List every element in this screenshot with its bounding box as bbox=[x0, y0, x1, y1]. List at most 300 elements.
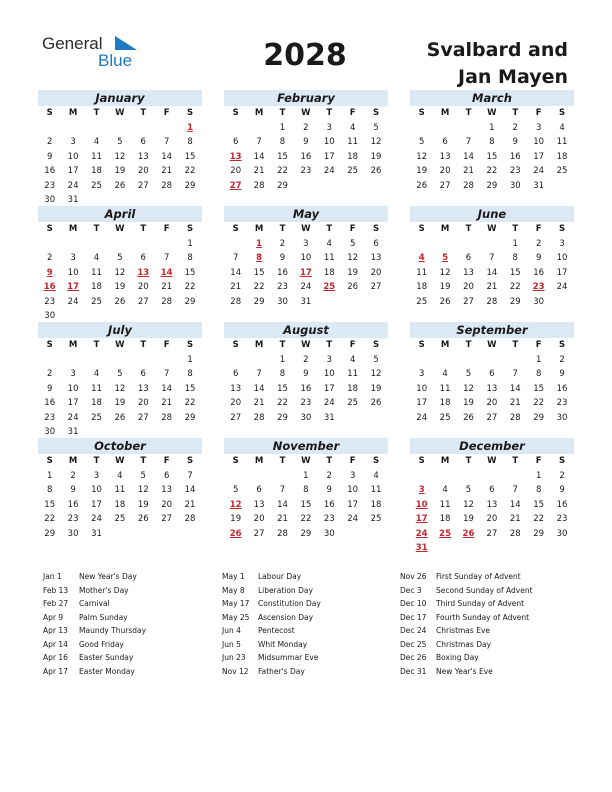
holiday-name: Fourth Sunday of Advent bbox=[436, 612, 530, 622]
month-january bbox=[38, 90, 202, 208]
day-cell: 20 bbox=[253, 514, 265, 524]
day-cell: 19 bbox=[370, 151, 382, 162]
weekday-header: S bbox=[186, 456, 194, 466]
day-cell: 24 bbox=[67, 296, 79, 307]
empty-cell bbox=[61, 237, 84, 252]
holiday-name: Good Friday bbox=[79, 639, 124, 649]
day-cell: 20 bbox=[439, 166, 451, 176]
holiday-name: Carnival bbox=[79, 599, 110, 608]
holiday-date: May 8 bbox=[222, 585, 245, 595]
day-cell: 1 bbox=[46, 470, 53, 481]
weekday-header: S bbox=[232, 224, 239, 234]
day-cell: 15 bbox=[533, 499, 545, 510]
holiday-date: Dec 26 bbox=[400, 653, 427, 662]
day-cell: 1 bbox=[187, 354, 193, 365]
weekday-header: M bbox=[254, 224, 264, 234]
holiday-date: Jan 1 bbox=[43, 572, 62, 581]
day-cell: 25 bbox=[91, 296, 102, 307]
weekday-header: M bbox=[440, 340, 450, 350]
weekday-header: W bbox=[487, 340, 497, 350]
holiday-column bbox=[43, 570, 233, 678]
day-cell: 21 bbox=[253, 166, 265, 176]
day-cell: 9 bbox=[535, 253, 542, 263]
weekday-header: T bbox=[140, 456, 147, 466]
holiday-day-cell: 17 bbox=[67, 282, 79, 292]
day-cell: 15 bbox=[44, 499, 56, 510]
day-cell: 28 bbox=[509, 528, 521, 539]
weekday-header: T bbox=[465, 340, 472, 350]
empty-cell bbox=[433, 353, 456, 368]
day-cell: 26 bbox=[463, 412, 474, 423]
weekday-header: M bbox=[254, 108, 264, 118]
day-cell: 1 bbox=[512, 238, 518, 249]
day-cell: 26 bbox=[137, 514, 149, 524]
weekday-header: S bbox=[46, 224, 53, 234]
month-title: May bbox=[224, 206, 388, 222]
month-days-grid bbox=[38, 222, 202, 324]
day-cell: 30 bbox=[44, 195, 56, 205]
holiday-entry bbox=[222, 638, 412, 652]
weekday-header: S bbox=[558, 456, 566, 466]
month-days-grid bbox=[224, 106, 388, 193]
weekday-header: F bbox=[535, 340, 542, 350]
day-cell: 20 bbox=[230, 166, 242, 176]
day-cell: 20 bbox=[486, 514, 498, 524]
holiday-day-cell: 31 bbox=[415, 543, 428, 553]
holiday-day-cell: 10 bbox=[415, 499, 428, 510]
day-cell: 12 bbox=[137, 485, 149, 495]
empty-cell bbox=[85, 237, 108, 252]
day-cell: 15 bbox=[509, 267, 521, 278]
holiday-entry bbox=[43, 597, 233, 611]
day-cell: 18 bbox=[114, 499, 126, 510]
holiday-date: Dec 31 bbox=[400, 666, 427, 676]
day-cell: 3 bbox=[349, 470, 356, 481]
day-cell: 9 bbox=[46, 151, 53, 162]
day-cell: 23 bbox=[277, 282, 288, 292]
empty-cell bbox=[457, 121, 480, 136]
day-cell: 16 bbox=[556, 383, 568, 394]
holiday-date: Dec 17 bbox=[400, 612, 427, 622]
holiday-name: Constitution Day bbox=[258, 599, 321, 608]
day-cell: 29 bbox=[277, 412, 288, 423]
month-july bbox=[38, 322, 202, 440]
weekday-header: T bbox=[140, 224, 147, 234]
empty-cell bbox=[61, 121, 84, 136]
empty-cell bbox=[224, 237, 247, 252]
holiday-date: May 25 bbox=[222, 612, 250, 622]
weekday-header: T bbox=[512, 108, 519, 118]
day-cell: 6 bbox=[140, 137, 146, 147]
holiday-entry bbox=[43, 651, 233, 665]
day-cell: 4 bbox=[349, 354, 356, 365]
day-cell: 6 bbox=[232, 137, 239, 147]
day-cell: 1 bbox=[535, 470, 542, 481]
day-cell: 6 bbox=[373, 238, 379, 249]
empty-cell bbox=[61, 353, 84, 368]
holiday-column bbox=[400, 570, 590, 678]
day-cell: 17 bbox=[556, 267, 568, 278]
weekday-header: F bbox=[349, 456, 356, 466]
month-title: August bbox=[224, 322, 388, 338]
day-cell: 7 bbox=[187, 470, 193, 481]
holiday-date: Apr 9 bbox=[43, 612, 64, 622]
day-cell: 13 bbox=[161, 485, 173, 495]
day-cell: 12 bbox=[463, 383, 474, 394]
weekday-header: W bbox=[301, 224, 311, 234]
day-cell: 22 bbox=[486, 166, 498, 176]
holiday-name: Midsummar Eve bbox=[258, 653, 319, 662]
day-cell: 10 bbox=[67, 267, 79, 278]
holiday-entry bbox=[400, 665, 590, 679]
day-cell: 10 bbox=[533, 137, 545, 147]
day-cell: 12 bbox=[463, 499, 474, 510]
empty-cell bbox=[108, 237, 131, 252]
holiday-date: Dec 10 bbox=[400, 599, 427, 608]
holiday-name: New Year's Day bbox=[79, 572, 137, 581]
weekday-header: S bbox=[372, 108, 380, 118]
weekday-header: M bbox=[68, 224, 78, 234]
holiday-date: Apr 14 bbox=[43, 639, 68, 649]
day-cell: 12 bbox=[439, 267, 451, 278]
weekday-header: T bbox=[140, 340, 147, 350]
day-cell: 18 bbox=[91, 398, 102, 408]
day-cell: 21 bbox=[509, 514, 521, 524]
holiday-name: Palm Sunday bbox=[79, 612, 128, 622]
day-cell: 30 bbox=[556, 412, 568, 423]
empty-cell bbox=[410, 237, 433, 252]
empty-cell bbox=[85, 353, 108, 368]
day-cell: 29 bbox=[44, 528, 56, 539]
month-days-grid bbox=[410, 222, 574, 309]
day-cell: 15 bbox=[277, 383, 288, 394]
day-cell: 5 bbox=[140, 470, 146, 481]
day-cell: 27 bbox=[486, 412, 498, 423]
day-cell: 5 bbox=[117, 369, 123, 379]
day-cell: 11 bbox=[114, 485, 126, 495]
weekday-header: F bbox=[163, 224, 170, 234]
weekday-header: S bbox=[558, 108, 566, 118]
day-cell: 6 bbox=[489, 485, 495, 495]
weekday-header: S bbox=[372, 340, 380, 350]
day-cell: 1 bbox=[187, 238, 193, 249]
day-cell: 18 bbox=[91, 166, 102, 176]
day-cell: 11 bbox=[416, 267, 428, 278]
day-cell: 10 bbox=[67, 383, 79, 394]
day-cell: 13 bbox=[370, 253, 382, 263]
day-cell: 8 bbox=[46, 485, 53, 495]
empty-cell bbox=[224, 469, 247, 484]
month-days-grid bbox=[38, 106, 202, 208]
day-cell: 7 bbox=[232, 253, 239, 263]
day-cell: 12 bbox=[416, 151, 428, 162]
day-cell: 6 bbox=[140, 253, 146, 263]
holiday-date: Dec 25 bbox=[400, 639, 427, 649]
empty-cell bbox=[410, 353, 433, 368]
empty-cell bbox=[155, 237, 178, 252]
weekday-header: F bbox=[163, 340, 170, 350]
day-cell: 5 bbox=[232, 485, 239, 495]
weekday-header: T bbox=[93, 224, 100, 234]
day-cell: 7 bbox=[279, 485, 286, 495]
day-cell: 13 bbox=[137, 151, 149, 162]
day-cell: 3 bbox=[559, 238, 565, 249]
weekday-header: T bbox=[465, 108, 472, 118]
day-cell: 15 bbox=[184, 151, 196, 162]
month-days-grid bbox=[410, 106, 574, 193]
day-cell: 8 bbox=[187, 369, 193, 379]
day-cell: 3 bbox=[303, 238, 309, 249]
day-cell: 20 bbox=[486, 398, 498, 408]
holiday-name: Ascension Day bbox=[258, 612, 314, 622]
empty-cell bbox=[38, 121, 61, 136]
holiday-name: Mother's Day bbox=[79, 585, 129, 595]
day-cell: 22 bbox=[184, 166, 196, 176]
day-cell: 27 bbox=[370, 282, 382, 292]
weekday-header: S bbox=[372, 456, 380, 466]
day-cell: 31 bbox=[67, 195, 79, 205]
holiday-entry bbox=[400, 597, 590, 611]
day-cell: 26 bbox=[347, 282, 359, 292]
weekday-header: F bbox=[535, 456, 542, 466]
day-cell: 8 bbox=[279, 137, 286, 147]
holiday-day-cell: 27 bbox=[229, 180, 242, 191]
day-cell: 29 bbox=[486, 180, 498, 191]
weekday-header: S bbox=[186, 340, 194, 350]
day-cell: 5 bbox=[117, 137, 123, 147]
day-cell: 17 bbox=[533, 151, 545, 162]
day-cell: 29 bbox=[509, 296, 521, 307]
day-cell: 7 bbox=[163, 137, 170, 147]
empty-cell bbox=[108, 121, 131, 136]
day-cell: 20 bbox=[137, 398, 149, 408]
weekday-header: T bbox=[93, 108, 100, 118]
month-title: January bbox=[38, 90, 202, 106]
weekday-header: T bbox=[279, 108, 286, 118]
weekday-header: M bbox=[440, 456, 450, 466]
month-august bbox=[224, 322, 388, 425]
holiday-entry bbox=[43, 611, 233, 625]
day-cell: 3 bbox=[93, 470, 100, 481]
day-cell: 16 bbox=[300, 383, 312, 394]
day-cell: 21 bbox=[161, 398, 173, 408]
holiday-name: Whit Monday bbox=[258, 639, 308, 649]
day-cell: 1 bbox=[303, 470, 309, 481]
holiday-entry bbox=[222, 584, 412, 598]
holiday-entry bbox=[43, 638, 233, 652]
holiday-date: Nov 26 bbox=[400, 572, 427, 581]
day-cell: 22 bbox=[533, 514, 545, 524]
day-cell: 14 bbox=[161, 383, 173, 394]
holiday-name: Liberation Day bbox=[258, 585, 313, 595]
day-cell: 24 bbox=[416, 412, 428, 423]
day-cell: 8 bbox=[187, 253, 193, 263]
holiday-day-cell: 26 bbox=[229, 528, 242, 539]
holiday-day-cell: 13 bbox=[137, 267, 150, 278]
weekday-header: T bbox=[326, 224, 333, 234]
year-title: 2028 bbox=[263, 38, 347, 73]
logo-triangle-icon bbox=[115, 36, 139, 52]
day-cell: 21 bbox=[161, 282, 173, 292]
day-cell: 16 bbox=[509, 151, 521, 162]
day-cell: 12 bbox=[347, 253, 359, 263]
day-cell: 15 bbox=[184, 383, 196, 394]
month-march bbox=[410, 90, 574, 193]
empty-cell bbox=[155, 353, 178, 368]
holiday-name: Maundy Thursday bbox=[79, 626, 147, 635]
day-cell: 30 bbox=[67, 528, 79, 539]
weekday-header: W bbox=[115, 108, 125, 118]
holiday-date: Dec 3 bbox=[400, 585, 422, 595]
day-cell: 9 bbox=[46, 383, 53, 394]
month-days-grid bbox=[224, 338, 388, 425]
day-cell: 9 bbox=[326, 485, 332, 495]
day-cell: 12 bbox=[370, 137, 382, 147]
day-cell: 2 bbox=[559, 470, 565, 481]
weekday-header: M bbox=[68, 340, 78, 350]
holiday-name: Christmas Eve bbox=[436, 626, 490, 635]
month-october bbox=[38, 438, 202, 541]
day-cell: 9 bbox=[559, 485, 565, 495]
holiday-date: May 1 bbox=[222, 572, 245, 581]
day-cell: 19 bbox=[416, 166, 428, 176]
weekday-header: T bbox=[279, 340, 286, 350]
weekday-header: F bbox=[349, 224, 356, 234]
day-cell: 27 bbox=[439, 180, 451, 191]
day-cell: 29 bbox=[184, 296, 196, 307]
day-cell: 29 bbox=[300, 528, 312, 539]
day-cell: 11 bbox=[439, 383, 451, 394]
day-cell: 22 bbox=[277, 166, 288, 176]
day-cell: 7 bbox=[512, 485, 518, 495]
day-cell: 24 bbox=[347, 514, 359, 524]
day-cell: 19 bbox=[370, 383, 382, 394]
empty-cell bbox=[108, 353, 131, 368]
holiday-date: Dec 24 bbox=[400, 626, 427, 635]
empty-cell bbox=[433, 469, 456, 484]
weekday-header: S bbox=[418, 456, 425, 466]
day-cell: 20 bbox=[161, 499, 173, 510]
holiday-name: Boxing Day bbox=[436, 653, 479, 662]
weekday-header: W bbox=[487, 456, 497, 466]
day-cell: 6 bbox=[256, 485, 262, 495]
day-cell: 29 bbox=[184, 180, 196, 191]
day-cell: 12 bbox=[114, 267, 126, 278]
day-cell: 7 bbox=[163, 369, 170, 379]
day-cell: 28 bbox=[463, 180, 474, 191]
holiday-day-cell: 17 bbox=[299, 267, 312, 278]
day-cell: 8 bbox=[535, 485, 542, 495]
empty-cell bbox=[504, 469, 527, 484]
day-cell: 21 bbox=[230, 282, 242, 292]
day-cell: 22 bbox=[533, 398, 545, 408]
weekday-header: S bbox=[46, 456, 53, 466]
day-cell: 24 bbox=[67, 412, 79, 423]
holiday-day-cell: 8 bbox=[256, 253, 263, 263]
day-cell: 25 bbox=[114, 514, 126, 524]
empty-cell bbox=[480, 469, 503, 484]
day-cell: 31 bbox=[91, 528, 102, 539]
day-cell: 21 bbox=[253, 398, 265, 408]
weekday-header: W bbox=[115, 340, 125, 350]
day-cell: 7 bbox=[465, 137, 472, 147]
empty-cell bbox=[132, 121, 155, 136]
day-cell: 27 bbox=[137, 180, 149, 191]
day-cell: 18 bbox=[416, 282, 428, 292]
day-cell: 18 bbox=[439, 514, 451, 524]
weekday-header: S bbox=[418, 340, 425, 350]
empty-cell bbox=[38, 353, 61, 368]
weekday-header: F bbox=[349, 108, 356, 118]
month-title: November bbox=[224, 438, 388, 454]
empty-cell bbox=[410, 121, 433, 136]
empty-cell bbox=[480, 353, 503, 368]
day-cell: 4 bbox=[93, 253, 100, 263]
day-cell: 30 bbox=[300, 412, 312, 423]
empty-cell bbox=[132, 353, 155, 368]
day-cell: 31 bbox=[323, 412, 335, 423]
weekday-header: S bbox=[186, 224, 194, 234]
day-cell: 6 bbox=[465, 253, 472, 263]
month-december bbox=[410, 438, 574, 556]
month-days-grid bbox=[38, 454, 202, 541]
day-cell: 27 bbox=[161, 514, 173, 524]
day-cell: 25 bbox=[347, 398, 359, 408]
day-cell: 2 bbox=[46, 253, 53, 263]
day-cell: 15 bbox=[300, 499, 312, 510]
weekday-header: S bbox=[232, 108, 239, 118]
weekday-header: T bbox=[326, 340, 333, 350]
holiday-day-cell: 25 bbox=[439, 528, 451, 539]
day-cell: 18 bbox=[347, 383, 359, 394]
day-cell: 6 bbox=[489, 369, 495, 379]
day-cell: 10 bbox=[300, 253, 312, 263]
day-cell: 15 bbox=[486, 151, 498, 162]
day-cell: 2 bbox=[303, 354, 309, 365]
day-cell: 26 bbox=[416, 180, 428, 191]
holiday-day-cell: 13 bbox=[229, 151, 242, 162]
day-cell: 23 bbox=[44, 180, 56, 191]
holiday-date: Feb 27 bbox=[43, 599, 69, 608]
holiday-day-cell: 4 bbox=[418, 253, 425, 263]
holiday-date: Jun 23 bbox=[222, 653, 246, 662]
logo-word-blue: Blue bbox=[98, 51, 133, 70]
day-cell: 3 bbox=[70, 253, 76, 263]
holiday-entry bbox=[222, 597, 412, 611]
day-cell: 22 bbox=[184, 282, 196, 292]
brand-logo bbox=[42, 34, 142, 72]
day-cell: 30 bbox=[556, 528, 568, 539]
holiday-day-cell: 26 bbox=[462, 528, 475, 539]
day-cell: 27 bbox=[486, 528, 498, 539]
holiday-date: May 17 bbox=[222, 599, 250, 608]
day-cell: 27 bbox=[137, 296, 149, 307]
day-cell: 22 bbox=[509, 282, 521, 292]
day-cell: 9 bbox=[279, 253, 286, 263]
day-cell: 4 bbox=[117, 470, 123, 481]
weekday-header: W bbox=[487, 224, 497, 234]
day-cell: 6 bbox=[163, 470, 170, 481]
day-cell: 27 bbox=[230, 412, 242, 423]
day-cell: 22 bbox=[44, 514, 56, 524]
empty-cell bbox=[457, 237, 480, 252]
day-cell: 2 bbox=[326, 470, 332, 481]
day-cell: 10 bbox=[323, 137, 335, 147]
empty-cell bbox=[247, 469, 270, 484]
day-cell: 25 bbox=[347, 166, 359, 176]
day-cell: 2 bbox=[70, 470, 76, 481]
month-november bbox=[224, 438, 388, 541]
